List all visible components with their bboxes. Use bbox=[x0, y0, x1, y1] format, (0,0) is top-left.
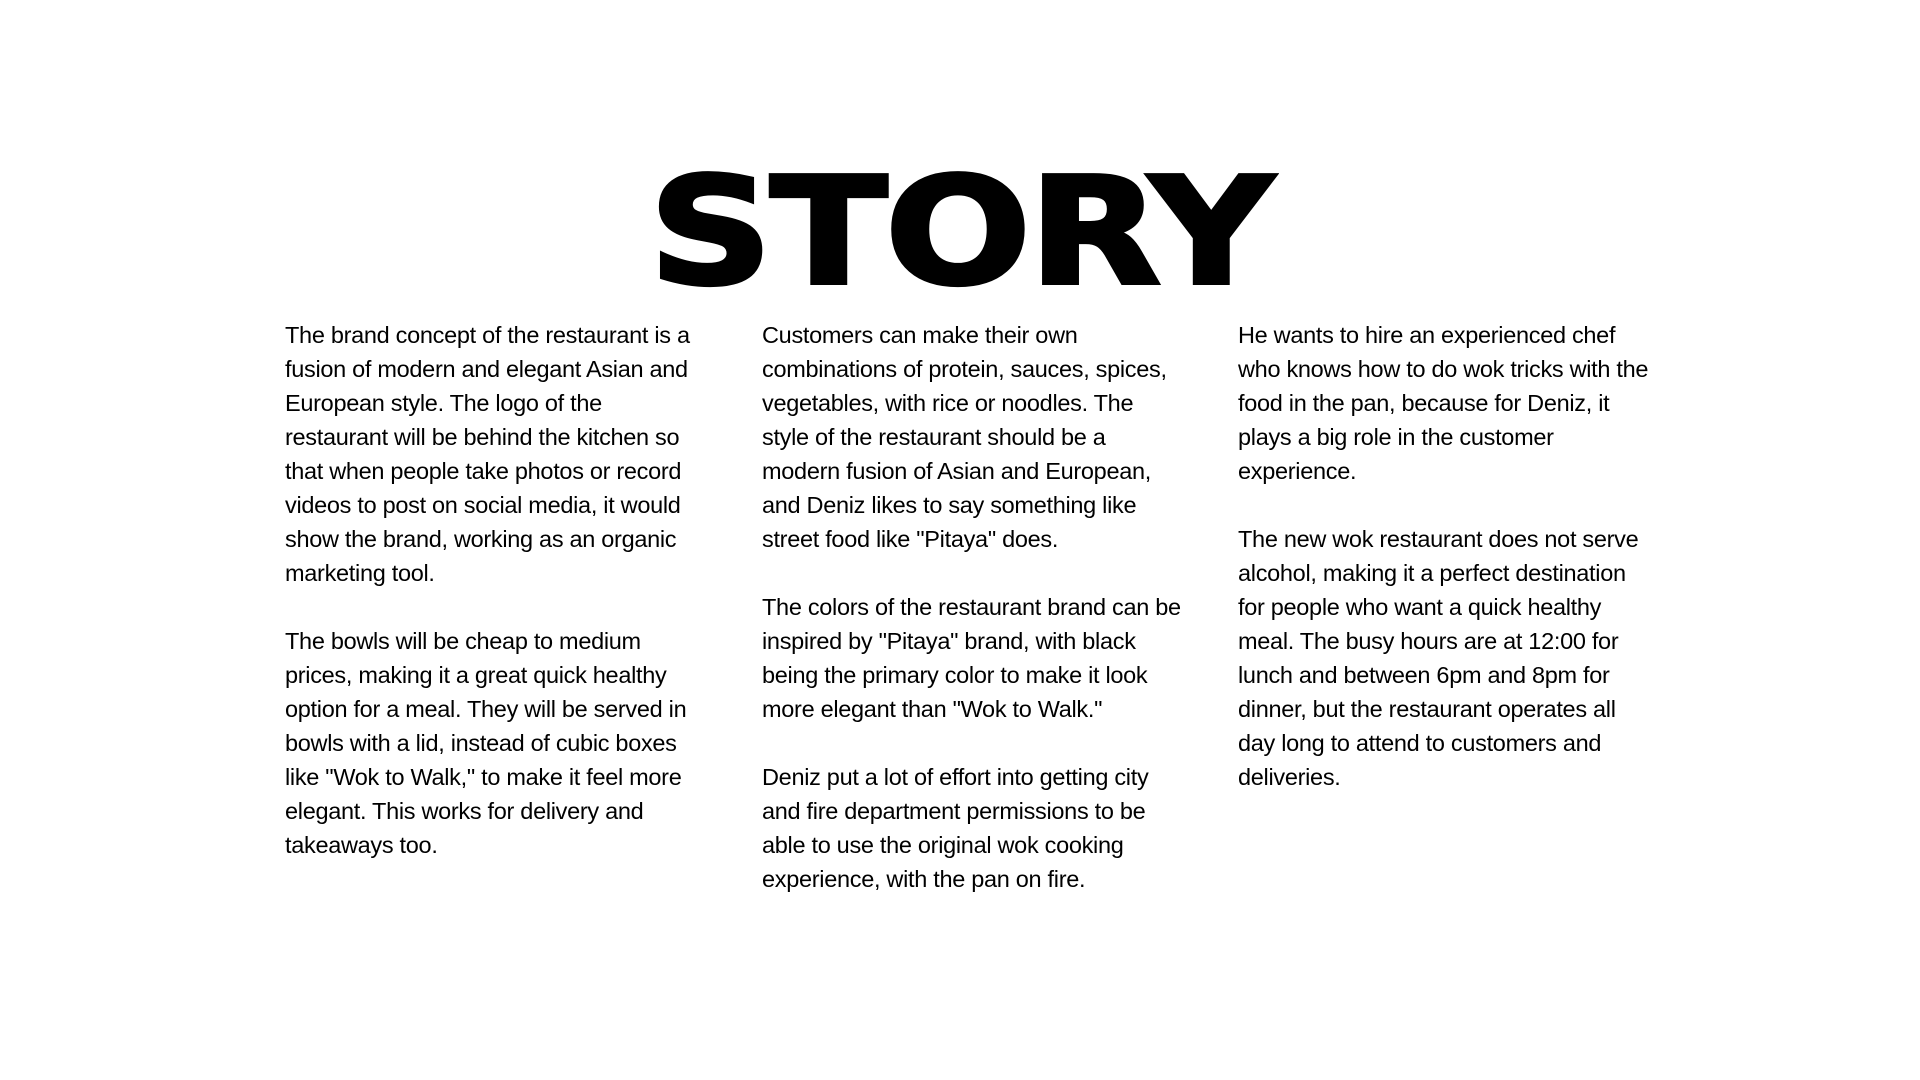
story-column-2 bbox=[762, 318, 1182, 930]
paragraph: Deniz put a lot of effort into getting city and fire department permissions to be able to use the original wok cooking experience, with the pan on fire. bbox=[762, 764, 1149, 892]
paragraph: The new wok restaurant does not serve alcohol, making it a perfect destination for people who want a quick healthy meal. The busy hours are at 12:00 for lunch and between 6pm and 8pm for dinner, but the restaurant operates all day long to attend to customers and deliveries. bbox=[1238, 526, 1639, 790]
paragraph: He wants to hire an experienced chef who knows how to do wok tricks with the food in the pan, because for Deniz, it plays a big role in the customer experience. bbox=[1238, 322, 1649, 484]
paragraph: The bowls will be cheap to medium prices, making it a great quick healthy option for a meal. They will be served in bowls with a lid, instead of cubic boxes like "Wok to Walk," to make it feel more elegant. This works for delivery and takeaways too. bbox=[285, 628, 687, 858]
paragraph: The brand concept of the restaurant is a fusion of modern and elegant Asian and European style. The logo of the restaurant will be behind the kitchen so that when people take photos or record videos to post on social media, it would show the brand, working as an organic marketing tool. bbox=[285, 322, 690, 586]
story-column-3 bbox=[1238, 318, 1658, 828]
paragraph: The colors of the restaurant brand can be inspired by "Pitaya" brand, with black being the primary color to make it look more elegant than "Wok to Walk." bbox=[762, 594, 1181, 722]
page-title: STORY bbox=[648, 146, 1272, 318]
paragraph: Customers can make their own combinations of protein, sauces, spices, vegetables, with rice or noodles. The style of the restaurant should be a modern fusion of Asian and European, and Deniz likes to say something like street food like "Pitaya" does. bbox=[762, 322, 1167, 552]
story-column-1 bbox=[285, 318, 705, 896]
